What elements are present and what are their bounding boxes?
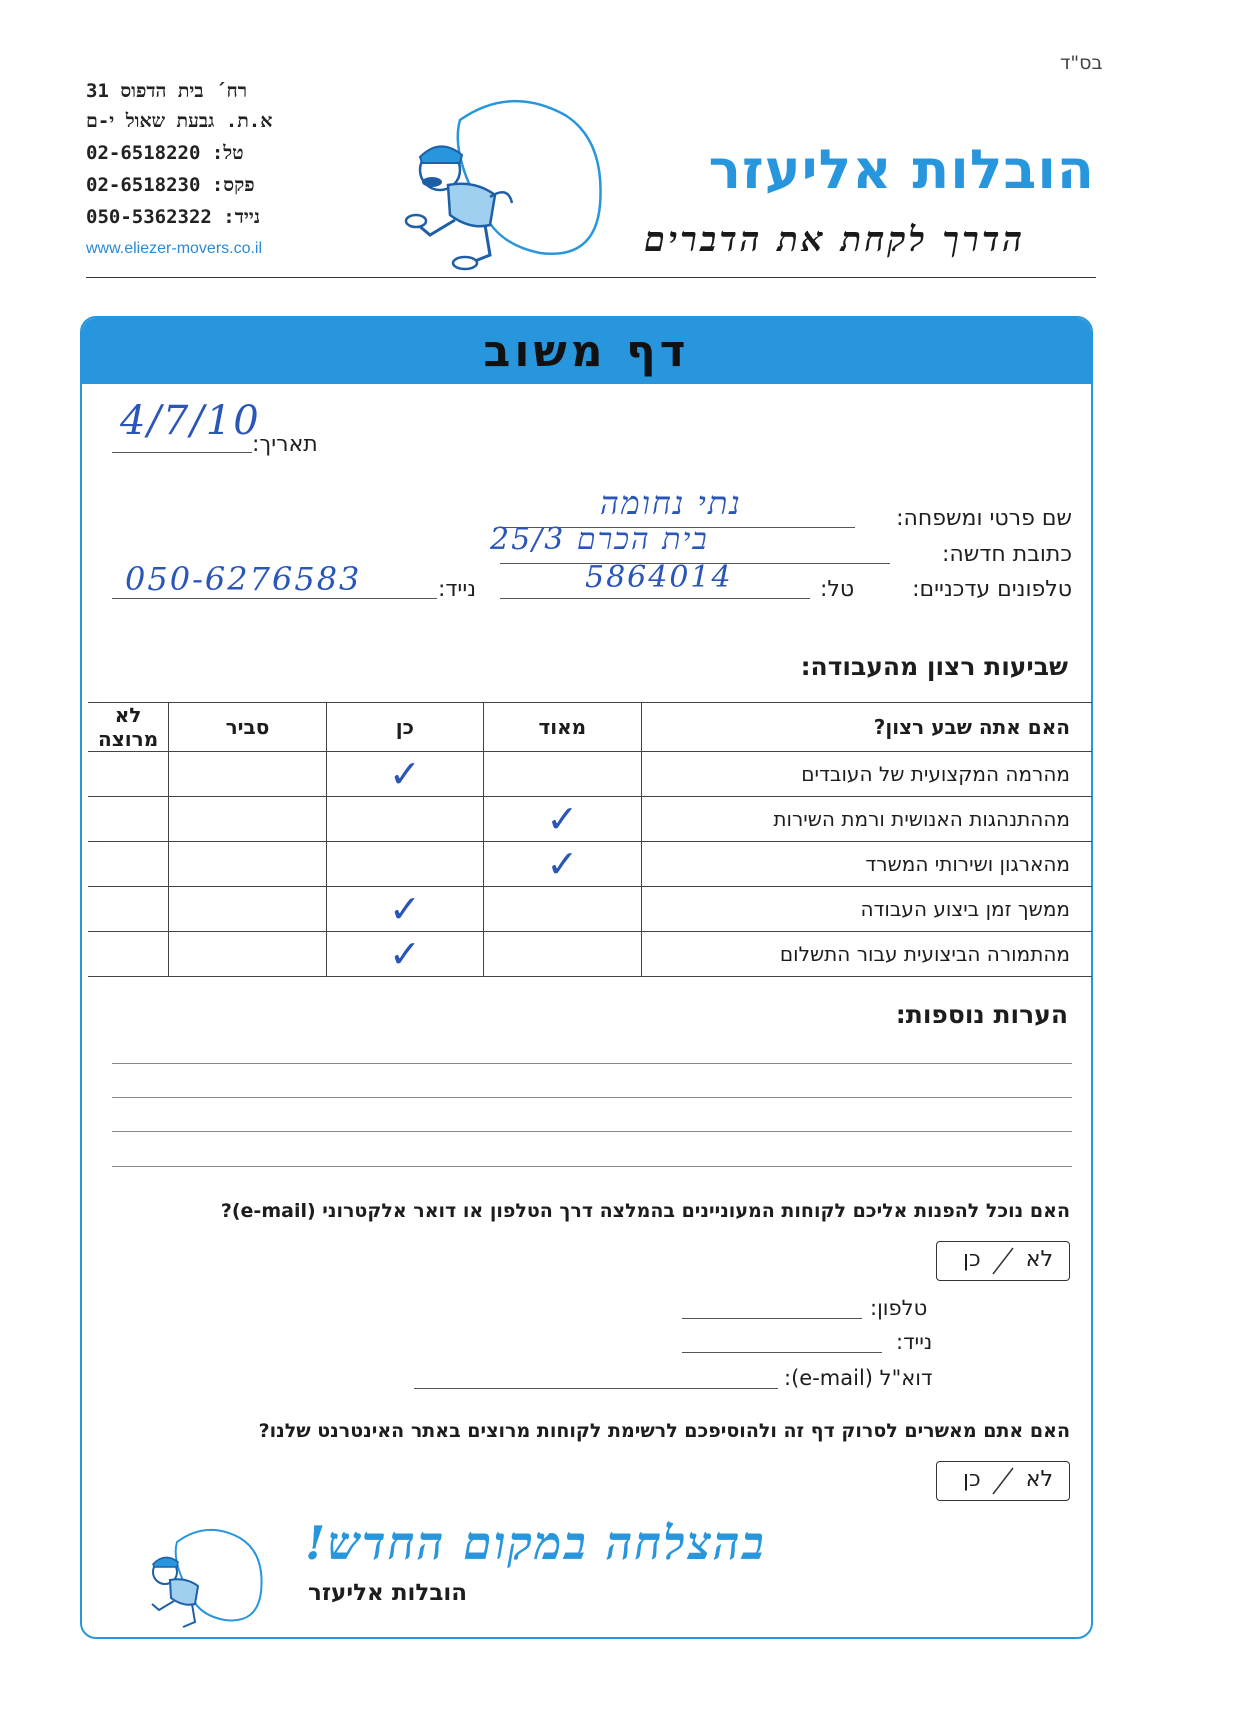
footer-brand: הובלות אליעזר: [308, 1580, 468, 1606]
brand-name: הובלות אליעזר: [708, 138, 1095, 201]
check-cell[interactable]: ✓: [326, 752, 483, 797]
consent-no-option[interactable]: לא: [1025, 1467, 1053, 1492]
footer-wish: בהצלחה במקום החדש!: [305, 1516, 766, 1570]
referral-mobile-label: נייד:: [896, 1330, 933, 1354]
phones-label: טלפונים עדכניים:: [912, 577, 1072, 602]
form-title-bar: [82, 318, 1091, 384]
col-question: האם אתה שבע רצון?: [641, 703, 1092, 752]
row-label: מהרמה המקצועית של העובדים: [641, 752, 1092, 797]
header-divider: [86, 277, 1096, 278]
check-cell[interactable]: [169, 887, 327, 932]
company-website: www.eliezer-movers.co.il: [86, 240, 263, 257]
tel-line: [500, 598, 810, 599]
table-row: [88, 887, 1092, 932]
check-cell[interactable]: [169, 752, 327, 797]
tel-value: 5864014: [585, 560, 733, 595]
row-label: מההתנהגות האנושית ורמת השירות: [641, 797, 1092, 842]
referral-email-field[interactable]: [414, 1388, 778, 1389]
footer-mascot-logo: [135, 1520, 275, 1635]
table-row: [88, 932, 1092, 977]
referral-yes-option[interactable]: כן: [963, 1247, 981, 1272]
consent-yes-option[interactable]: כן: [963, 1467, 981, 1492]
referral-email-label: דוא"ל (e-mail):: [784, 1366, 933, 1390]
referral-no-option[interactable]: לא: [1025, 1247, 1053, 1272]
row-label: מהארגון ושירותי המשרד: [641, 842, 1092, 887]
mobile-value: 050-6276583: [125, 560, 362, 598]
check-cell[interactable]: [88, 887, 169, 932]
consent-yes-no-box[interactable]: [936, 1461, 1070, 1501]
referral-phone-field[interactable]: [682, 1318, 862, 1319]
slash-divider: [991, 1246, 1015, 1276]
check-cell[interactable]: [483, 752, 641, 797]
notes-line[interactable]: [112, 1097, 1072, 1098]
check-cell[interactable]: [88, 797, 169, 842]
table-row: [88, 752, 1092, 797]
check-cell[interactable]: ✓: [326, 887, 483, 932]
check-cell[interactable]: [88, 932, 169, 977]
company-fax: פקס: 02-6518230: [86, 174, 255, 196]
form-title: דף משוב: [483, 326, 690, 377]
company-mobile: נייד: 050-5362322: [86, 206, 261, 228]
row-label: ממשך זמן ביצוע העבודה: [641, 887, 1092, 932]
referral-question: האם נוכל להפנות אליכם לקוחות המעוניינים בהמלצה דרך הטלפון או דואר אלקטרוני (e-mail)?: [220, 1200, 1070, 1222]
company-phone: טל: 02-6518220: [86, 142, 244, 164]
check-cell[interactable]: [483, 932, 641, 977]
table-header-row: [88, 703, 1092, 752]
check-cell[interactable]: [326, 797, 483, 842]
table-row: [88, 797, 1092, 842]
mobile-line: [112, 598, 437, 599]
consent-question: האם אתם מאשרים לסרוק דף זה ולהוסיפכם לרשימת לקוחות מרוצים באתר האינטרנט שלנו?: [258, 1420, 1070, 1442]
check-cell[interactable]: [169, 842, 327, 887]
address-label: כתובת חדשה:: [941, 542, 1072, 567]
col-very: מאוד: [483, 703, 641, 752]
notes-heading: הערות נוספות:: [895, 1000, 1068, 1029]
check-cell[interactable]: [483, 887, 641, 932]
mobile-label: נייד:: [438, 577, 477, 602]
brand-slogan: הדרך לקחת את הדברים: [644, 220, 1025, 260]
check-cell[interactable]: [169, 797, 327, 842]
col-yes: כן: [326, 703, 483, 752]
check-cell[interactable]: [88, 752, 169, 797]
mover-mascot-logo: [390, 85, 620, 285]
name-value: נתי נחומה: [600, 484, 742, 522]
address-value: בית הכרם 25/3: [490, 522, 709, 557]
referral-mobile-field[interactable]: [682, 1352, 882, 1353]
address-area: א.ת. גבעת שאול י-ם: [86, 110, 273, 132]
notes-line[interactable]: [112, 1131, 1072, 1132]
date-value: 4/7/10: [120, 398, 261, 444]
address-street: רח´ בית הדפוס 31: [86, 80, 248, 102]
slash-divider: [991, 1466, 1015, 1496]
notes-line[interactable]: [112, 1063, 1072, 1064]
satisfaction-table: [88, 702, 1092, 977]
date-label: תאריך:: [252, 432, 318, 457]
check-cell[interactable]: [88, 842, 169, 887]
check-cell[interactable]: [169, 932, 327, 977]
name-label: שם פרטי ומשפחה:: [896, 506, 1072, 531]
col-reasonable: סביר: [169, 703, 327, 752]
col-not-satisfied: לא מרוצה: [88, 703, 169, 752]
bsd-mark: בס"ד: [1060, 52, 1103, 74]
referral-phone-label: טלפון:: [870, 1296, 928, 1320]
notes-line[interactable]: [112, 1166, 1072, 1167]
check-cell[interactable]: ✓: [483, 797, 641, 842]
tel-label: טל:: [820, 577, 855, 602]
satisfaction-heading: שביעות רצון מהעבודה:: [800, 652, 1068, 681]
referral-yes-no-box[interactable]: [936, 1241, 1070, 1281]
check-cell[interactable]: ✓: [326, 932, 483, 977]
table-row: [88, 842, 1092, 887]
row-label: מהתמורה הביצועית עבור התשלום: [641, 932, 1092, 977]
date-line: [112, 452, 252, 453]
check-cell[interactable]: ✓: [483, 842, 641, 887]
check-cell[interactable]: [326, 842, 483, 887]
